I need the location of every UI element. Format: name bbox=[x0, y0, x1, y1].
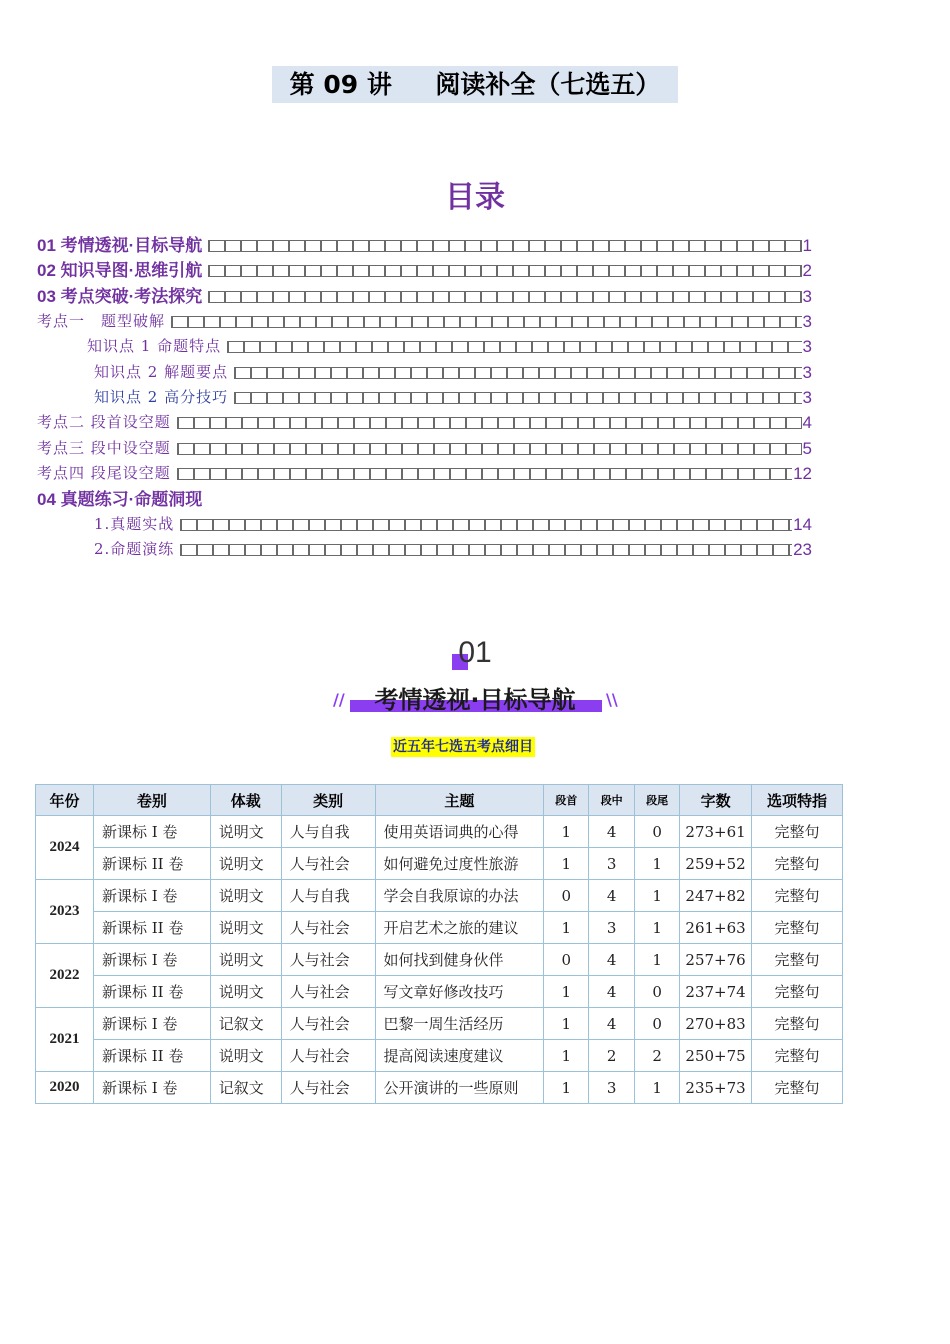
toc-entry[interactable] bbox=[37, 410, 812, 435]
toc-entry[interactable] bbox=[37, 284, 812, 309]
table-cell: 完整句 bbox=[752, 912, 843, 944]
section-title: 考情透视·目标导航 bbox=[374, 686, 576, 714]
table-cell: 1 bbox=[544, 816, 589, 848]
toc-entry[interactable] bbox=[37, 461, 812, 486]
toc-entry-page: 1 bbox=[802, 236, 812, 255]
table-cell: 说明文 bbox=[210, 816, 281, 848]
table-cell: 完整句 bbox=[752, 816, 843, 848]
toc-entry[interactable] bbox=[87, 334, 812, 359]
table-cell: 3 bbox=[589, 1072, 635, 1104]
toc-leader bbox=[180, 512, 792, 537]
table-cell: 人与社会 bbox=[281, 848, 375, 880]
table-cell: 2 bbox=[589, 1040, 635, 1072]
toc-entry-page: 4 bbox=[802, 413, 812, 432]
table-caption: 近五年七选五考点细目 bbox=[393, 739, 533, 755]
toc-entry-page: 23 bbox=[793, 540, 812, 559]
toc-entry[interactable] bbox=[94, 385, 812, 410]
toc-entry-label: 考点三 段中设空题 bbox=[37, 439, 171, 457]
toc-leader bbox=[171, 309, 802, 334]
toc-entry-page: 3 bbox=[802, 312, 812, 331]
table-header-cell: 段尾 bbox=[635, 785, 680, 816]
table-cell: 开启艺术之旅的建议 bbox=[375, 912, 544, 944]
toc-leader bbox=[208, 258, 801, 283]
banner-slash-right: \\ bbox=[606, 690, 618, 709]
table-cell: 说明文 bbox=[210, 912, 281, 944]
table-row bbox=[36, 816, 843, 848]
table-cell: 完整句 bbox=[752, 944, 843, 976]
toc-entry-page: 5 bbox=[802, 439, 812, 458]
table-header-cell: 类别 bbox=[281, 785, 375, 816]
toc-entry-label: 03 考点突破·考法探究 bbox=[37, 287, 203, 306]
table-row bbox=[36, 976, 843, 1008]
table-header-cell: 字数 bbox=[680, 785, 752, 816]
table-row bbox=[36, 1008, 843, 1040]
table-row bbox=[36, 848, 843, 880]
table-cell: 完整句 bbox=[752, 1040, 843, 1072]
table-cell: 记叙文 bbox=[210, 1008, 281, 1040]
table-cell: 4 bbox=[589, 944, 635, 976]
table-cell: 完整句 bbox=[752, 880, 843, 912]
toc-entry-page: 3 bbox=[802, 337, 812, 356]
table-row bbox=[36, 880, 843, 912]
table-cell: 259+52 bbox=[680, 848, 752, 880]
table-cell: 说明文 bbox=[210, 1040, 281, 1072]
toc-entry-page: 3 bbox=[802, 388, 812, 407]
table-cell: 提高阅读速度建议 bbox=[375, 1040, 544, 1072]
table-cell: 人与自我 bbox=[281, 880, 375, 912]
table-cell: 新课标 II 卷 bbox=[93, 1040, 210, 1072]
table-cell: 4 bbox=[589, 816, 635, 848]
toc-entry-label: 考点二 段首设空题 bbox=[37, 413, 171, 431]
table-cell: 4 bbox=[589, 976, 635, 1008]
table-cell: 273+61 bbox=[680, 816, 752, 848]
toc-entry-label: 知识点 2 解题要点 bbox=[94, 363, 229, 381]
table-cell: 新课标 II 卷 bbox=[93, 976, 210, 1008]
exam-stats-table bbox=[35, 784, 843, 1104]
table-header-cell: 段中 bbox=[589, 785, 635, 816]
table-cell: 0 bbox=[635, 816, 680, 848]
toc-entry-label: 考点四 段尾设空题 bbox=[37, 464, 171, 482]
table-row bbox=[36, 912, 843, 944]
toc-entry[interactable] bbox=[94, 360, 812, 385]
year-cell: 2023 bbox=[36, 880, 94, 944]
toc-entry-page: 3 bbox=[802, 363, 812, 382]
table-header-cell: 主题 bbox=[375, 785, 544, 816]
table-cell: 1 bbox=[544, 1072, 589, 1104]
table-header-cell: 卷别 bbox=[93, 785, 210, 816]
table-cell: 1 bbox=[544, 848, 589, 880]
table-cell: 0 bbox=[635, 976, 680, 1008]
table-cell: 1 bbox=[544, 976, 589, 1008]
table-cell: 1 bbox=[635, 880, 680, 912]
toc-entry[interactable] bbox=[37, 487, 812, 512]
table-cell: 如何找到健身伙伴 bbox=[375, 944, 544, 976]
table-cell: 记叙文 bbox=[210, 1072, 281, 1104]
table-row bbox=[36, 944, 843, 976]
table-cell: 说明文 bbox=[210, 944, 281, 976]
table-cell: 4 bbox=[589, 1008, 635, 1040]
table-cell: 人与社会 bbox=[281, 944, 375, 976]
toc-leader bbox=[208, 284, 801, 309]
table-cell: 人与社会 bbox=[281, 1072, 375, 1104]
toc-entry-page: 12 bbox=[793, 464, 812, 483]
year-cell: 2021 bbox=[36, 1008, 94, 1072]
table-cell: 270+83 bbox=[680, 1008, 752, 1040]
table-cell: 247+82 bbox=[680, 880, 752, 912]
banner-slash-left: // bbox=[333, 690, 345, 709]
year-cell: 2022 bbox=[36, 944, 94, 1008]
table-cell: 0 bbox=[544, 880, 589, 912]
table-cell: 人与自我 bbox=[281, 816, 375, 848]
table-header-cell: 年份 bbox=[36, 785, 94, 816]
table-cell: 巴黎一周生活经历 bbox=[375, 1008, 544, 1040]
toc-leader bbox=[177, 410, 802, 435]
table-cell: 公开演讲的一些原则 bbox=[375, 1072, 544, 1104]
table-cell: 人与社会 bbox=[281, 1040, 375, 1072]
table-cell: 235+73 bbox=[680, 1072, 752, 1104]
table-cell: 3 bbox=[589, 912, 635, 944]
toc-entry-label: 考点一 题型破解 bbox=[37, 312, 166, 330]
toc-leader bbox=[234, 360, 801, 385]
table-cell: 2 bbox=[635, 1040, 680, 1072]
table-cell: 完整句 bbox=[752, 1008, 843, 1040]
table-header-cell: 选项特指 bbox=[752, 785, 843, 816]
toc-entry-label: 1.真题实战 bbox=[94, 515, 175, 533]
table-cell: 250+75 bbox=[680, 1040, 752, 1072]
table-header-row bbox=[36, 785, 843, 816]
table-cell: 1 bbox=[635, 1072, 680, 1104]
table-cell: 写文章好修改技巧 bbox=[375, 976, 544, 1008]
toc-leader bbox=[227, 334, 801, 359]
toc-entry-page: 14 bbox=[793, 515, 812, 534]
table-cell: 完整句 bbox=[752, 848, 843, 880]
table-cell: 新课标 II 卷 bbox=[93, 848, 210, 880]
section-number: 01 bbox=[458, 636, 492, 669]
table-cell: 人与社会 bbox=[281, 912, 375, 944]
table-cell: 1 bbox=[544, 912, 589, 944]
toc-entry[interactable] bbox=[94, 537, 812, 562]
table-cell: 新课标 I 卷 bbox=[93, 1072, 210, 1104]
toc-entry[interactable] bbox=[37, 436, 812, 461]
table-cell: 0 bbox=[544, 944, 589, 976]
table-cell: 如何避免过度性旅游 bbox=[375, 848, 544, 880]
table-cell: 237+74 bbox=[680, 976, 752, 1008]
toc-entry-label: 01 考情透视·目标导航 bbox=[37, 236, 203, 255]
table-cell: 人与社会 bbox=[281, 1008, 375, 1040]
table-cell: 人与社会 bbox=[281, 976, 375, 1008]
table-cell: 说明文 bbox=[210, 976, 281, 1008]
table-cell: 4 bbox=[589, 880, 635, 912]
toc-entry-label: 02 知识导图·思维引航 bbox=[37, 261, 203, 280]
table-cell: 完整句 bbox=[752, 976, 843, 1008]
toc-heading: 目录 bbox=[445, 180, 505, 215]
table-header-cell: 段首 bbox=[544, 785, 589, 816]
toc-leader bbox=[208, 233, 801, 258]
table-cell: 说明文 bbox=[210, 880, 281, 912]
table-cell: 新课标 I 卷 bbox=[93, 880, 210, 912]
toc-entry[interactable] bbox=[37, 233, 812, 258]
table-header-cell: 体裁 bbox=[210, 785, 281, 816]
table-row bbox=[36, 1072, 843, 1104]
toc-entry[interactable] bbox=[94, 512, 812, 537]
table-cell: 261+63 bbox=[680, 912, 752, 944]
toc-leader bbox=[177, 461, 792, 486]
table-cell: 完整句 bbox=[752, 1072, 843, 1104]
table-cell: 3 bbox=[589, 848, 635, 880]
table-cell: 说明文 bbox=[210, 848, 281, 880]
table-cell: 1 bbox=[635, 912, 680, 944]
table-cell: 新课标 I 卷 bbox=[93, 1008, 210, 1040]
table-row bbox=[36, 1040, 843, 1072]
toc-leader bbox=[177, 436, 802, 461]
toc-entry-label: 知识点 1 命题特点 bbox=[87, 337, 222, 355]
table-cell: 0 bbox=[635, 1008, 680, 1040]
table-cell: 新课标 I 卷 bbox=[93, 944, 210, 976]
table-cell: 1 bbox=[635, 848, 680, 880]
toc-entry-label: 知识点 2 高分技巧 bbox=[94, 388, 229, 406]
title-block bbox=[272, 66, 678, 103]
table-cell: 学会自我原谅的办法 bbox=[375, 880, 544, 912]
table-cell: 使用英语词典的心得 bbox=[375, 816, 544, 848]
toc-entry-page: 3 bbox=[802, 287, 812, 306]
toc-leader bbox=[180, 537, 792, 562]
toc-entry-page: 2 bbox=[802, 261, 812, 280]
page-title: 第 09 讲 阅读补全（七选五） bbox=[289, 70, 661, 99]
table-cell: 新课标 II 卷 bbox=[93, 912, 210, 944]
toc-entry-label: 04 真题练习·命题洞现 bbox=[37, 490, 203, 509]
year-cell: 2020 bbox=[36, 1072, 94, 1104]
table-cell: 1 bbox=[544, 1040, 589, 1072]
year-cell: 2024 bbox=[36, 816, 94, 880]
toc-leader bbox=[234, 385, 801, 410]
toc-entry[interactable] bbox=[37, 258, 812, 283]
table-cell: 1 bbox=[544, 1008, 589, 1040]
toc-entry-label: 2.命题演练 bbox=[94, 540, 175, 558]
toc-entry[interactable] bbox=[37, 309, 812, 334]
table-cell: 257+76 bbox=[680, 944, 752, 976]
table-cell: 新课标 I 卷 bbox=[93, 816, 210, 848]
table-cell: 1 bbox=[635, 944, 680, 976]
